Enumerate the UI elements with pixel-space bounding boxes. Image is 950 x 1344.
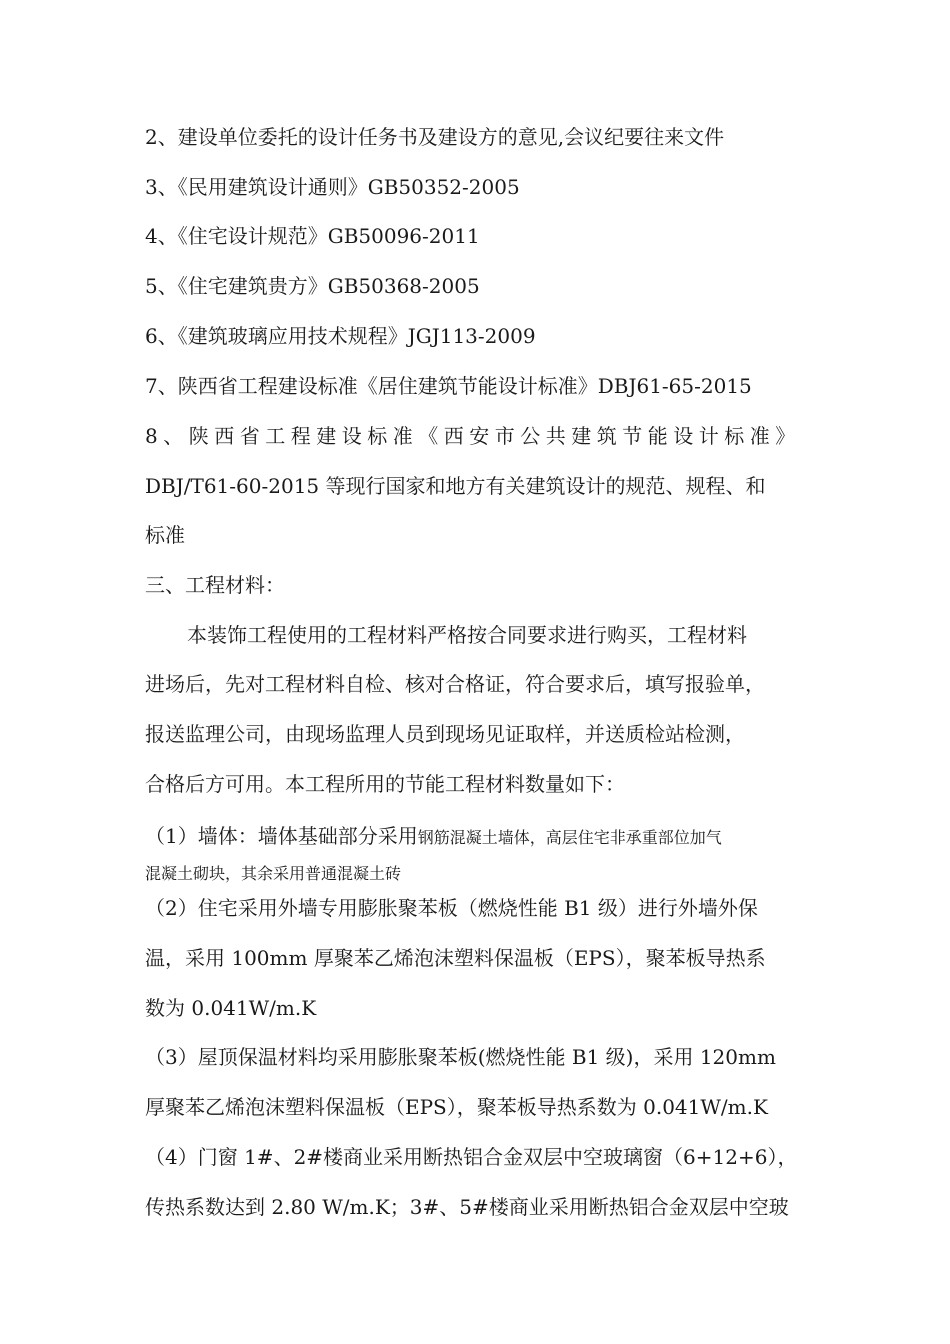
material-item-3-cont: 厚聚苯乙烯泡沫塑料保温板（EPS），聚苯板导热系数为 0.041W/m.K: [145, 1095, 768, 1119]
ref-item-3: 3、《民用建筑设计通则》GB50352-2005: [145, 175, 520, 199]
material-item-2-cont: 温，采用 100mm 厚聚苯乙烯泡沫塑料保温板（EPS），聚苯板导热系: [145, 946, 766, 970]
paragraph-line-1: 本装饰工程使用的工程材料严格按合同要求进行购买，工程材料: [187, 623, 747, 647]
material-item-1-cont: 混凝土砌块，其余采用普通混凝土砖: [145, 864, 402, 883]
material-item-4-cont: 传热系数达到 2.80 W/m.K；3#、5#楼商业采用断热铝合金双层中空玻: [145, 1195, 789, 1219]
material-item-1: [145, 822, 722, 852]
paragraph-line-2: 进场后，先对工程材料自检、核对合格证，符合要求后，填写报验单，: [145, 672, 765, 696]
material-item-4: （4）门窗 1#、2#楼商业采用断热铝合金双层中空玻璃窗（6+12+6），: [145, 1145, 798, 1169]
material-item-1-small: 钢筋混凝土墙体，高层住宅非承重部位加气: [417, 828, 722, 847]
ref-item-8-cont: DBJ/T61-60-2015 等现行国家和地方有关建筑设计的规范、规程、和: [145, 474, 766, 498]
ref-item-6: 6、《建筑玻璃应用技术规程》JGJ113-2009: [145, 324, 536, 348]
section-heading-materials: 三、工程材料：: [145, 573, 285, 597]
material-item-2: （2）住宅采用外墙专用膨胀聚苯板（燃烧性能 B1 级）进行外墙外保: [145, 896, 758, 920]
ref-item-8: 8、陕西省工程建设标准《西安市公共建筑节能设计标准》: [145, 424, 801, 448]
material-item-1-lead: （1）墙体：墙体基础部分采用: [145, 824, 418, 848]
material-item-2-end: 数为 0.041W/m.K: [145, 996, 317, 1020]
ref-item-2: 2、建设单位委托的设计任务书及建设方的意见,会议纪要往来文件: [145, 125, 725, 149]
paragraph-line-3: 报送监理公司，由现场监理人员到现场见证取样，并送质检站检测，: [145, 722, 745, 746]
material-item-3: （3）屋顶保温材料均采用膨胀聚苯板(燃烧性能 B1 级)，采用 120mm: [145, 1045, 776, 1069]
paragraph-line-4: 合格后方可用。本工程所用的节能工程材料数量如下：: [145, 772, 625, 796]
ref-item-7: 7、陕西省工程建设标准《居住建筑节能设计标准》DBJ61-65-2015: [145, 374, 752, 398]
ref-item-8-end: 标准: [145, 523, 185, 547]
ref-item-5: 5、《住宅建筑贵方》GB50368-2005: [145, 274, 480, 298]
ref-item-4: 4、《住宅设计规范》GB50096-2011: [145, 224, 480, 248]
